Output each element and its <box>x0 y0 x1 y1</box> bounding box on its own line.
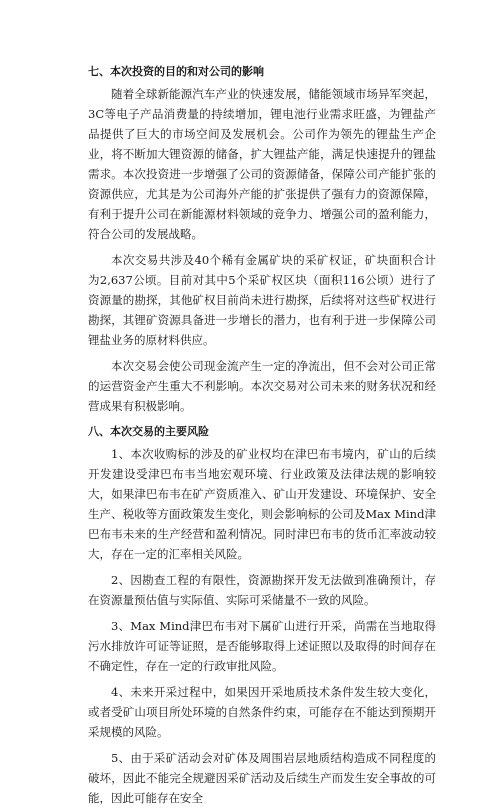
paragraph: 本次交易共涉及40个稀有金属矿块的采矿权证，矿块面积合计为2,637公顷。目前对其中5个采矿权区块（面积116公顷）进行了资源量的勘探，其他矿权目前尚未进行勘探，后续将对这些矿权进行勘探，其锂矿资源具备进一步增长的潜力，也有利于进一步保障公司锂盐业务的原材料供应。 <box>88 253 436 347</box>
paragraph: 2、因勘查工程的有限性，资源勘探开发无法做到准确预计，存在资源量预估值与实际值、实际可采储量不一致的风险。 <box>88 573 436 607</box>
paragraph: 本次交易会使公司现金流产生一定的净流出，但不会对公司正常的运营资金产生重大不利影响。本次交易对公司未来的财务状况和经营成果有积极影响。 <box>88 359 436 413</box>
paragraph: 1、本次收购标的涉及的矿业权均在津巴布韦境内，矿山的后续开发建设受津巴布韦当地宏观环境、行业政策及法律法规的影响较大，如果津巴布韦在矿产资质准入、矿山开发建设、环境保护、安全生产、税收等方面政策发生变化，则会影响标的公司及Max Mind津巴布韦未来的生产经营和盈利情况。同时津巴布韦的货币汇率波动较大，存在一定的汇率相关风险。 <box>88 447 436 561</box>
paragraph: 5、由于采矿活动会对矿体及周围岩层地质结构造成不同程度的破坏，因此不能完全规避因采矿活动及后续生产而发生安全事故的可能，因此可能存在安全 <box>88 751 436 805</box>
paragraph: 随着全球新能源汽车产业的快速发展，储能领域市场异军突起，3C等电子产品消费量的持续增加，锂电池行业需求旺盛，为锂盐产品提供了巨大的市场空间及发展机会。公司作为领先的锂盐生产企业，将不断加大锂资源的储备，扩大锂盐产能，满足快速提升的锂盐需求。本次投资进一步增强了公司的资源储备，保障公司产能扩张的资源供应，尤其是为公司海外产能的扩张提供了强有力的资源保障，有利于提升公司在新能源材料领域的竞争力、增强公司的盈利能力，符合公司的发展战略。 <box>88 87 436 241</box>
section-heading-main-risks: 八、本次交易的主要风险 <box>88 425 209 438</box>
paragraph: 4、未来开采过程中，如果因开采地质技术条件发生较大变化，或者受矿山项目所处环境的自然条件约束，可能存在不能达到预期开采规模的风险。 <box>88 685 436 739</box>
paragraph: 3、Max Mind津巴布韦对下属矿山进行开采，尚需在当地取得污水排放许可证等证照，是否能够取得上述证照以及取得的时间存在不确定性，存在一定的行政审批风险。 <box>88 619 436 673</box>
section-heading-investment-purpose: 七、本次投资的目的和对公司的影响 <box>88 65 264 78</box>
